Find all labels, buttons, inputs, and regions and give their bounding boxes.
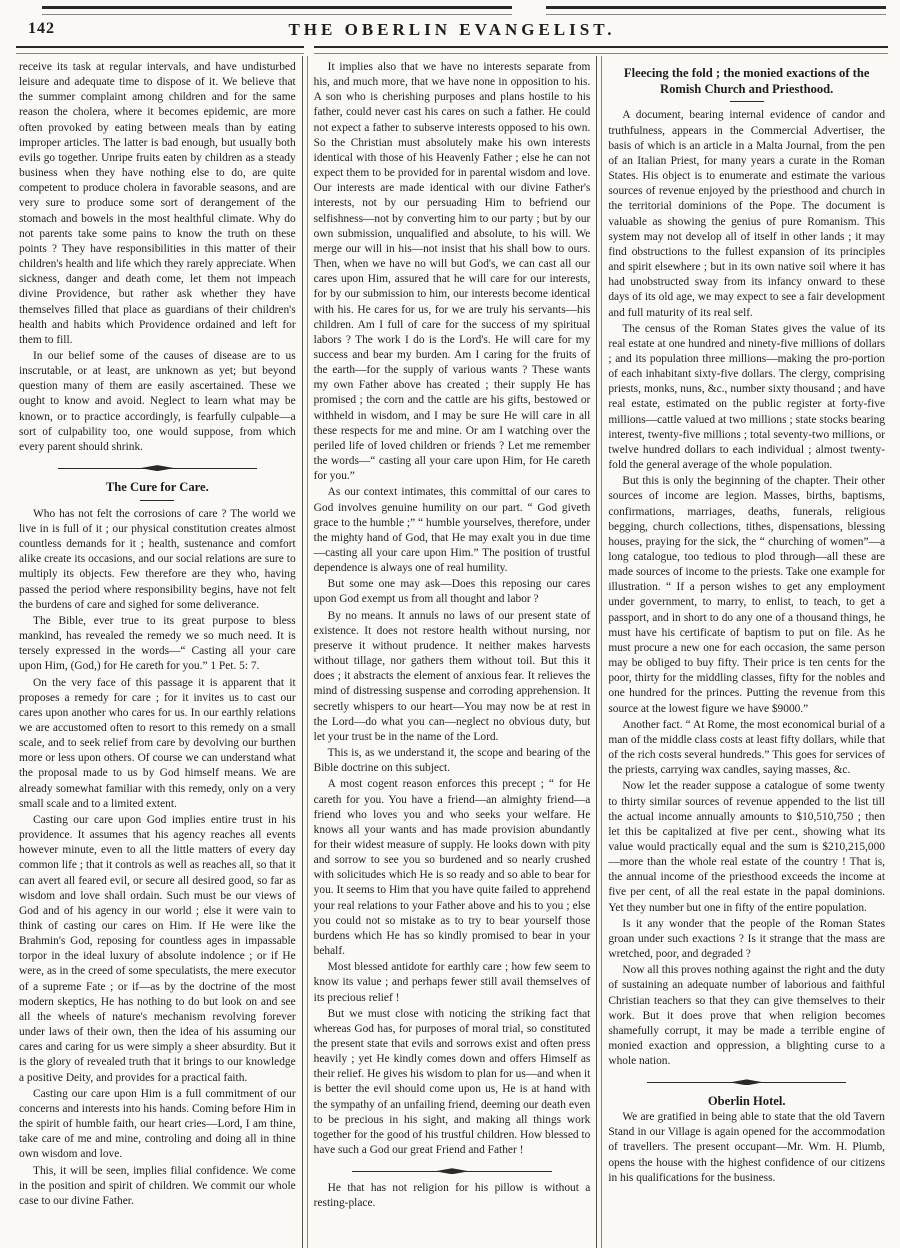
paragraph: A most cogent reason enforces this precept ; “ for He careth for you. You have a friend—an almighty friend—a friend who loves you and who seeks your welfare. He knows all your wants and has made provision abundantly for their widest measure of supply. He looks down with pity and sorrow to see you so burdened and so nearly crushed with solicitudes which He is so ready and so able to bear for you. It seems to Him that you have quite failed to apprehend your real relations to your Father above and his to you ; else you could not so mistake as to try to bear yourself those burdens which He has so kindly promised to bear in your behalf. [313, 778, 591, 958]
section-divider-ornament [647, 1076, 846, 1088]
paragraph: Another fact. “ At Rome, the most economical burial of a man of the middle class costs at least fifty dollars, while that of the rich costs several hundreds.” This goes for services of the priests, carrying wax candles, saying masses, &c. [608, 718, 886, 777]
paragraph: As our context intimates, this committal of our cares to God involves genuine humility on our part. “ God giveth grace to the humble ;” “ humble yourselves, therefore, under the mighty hand of God, that He may exalt you in due time—casting all your care upon Him.” The position of trustful dependence is always one of real humility. [313, 486, 591, 575]
paragraph: On the very face of this passage it is apparent that it proposes a remedy for care ; for it invites us to cast our cares upon another who cares for us. In our earthly relations we are accustomed often to resort to this remedy on a small scale, and to seek relief from care by devolving our burthen more or less upon others. Of course we can understand what the proposal made to us by God himself means. We are already somewhat familiar with this remedy, only on a very small scale and to a limited extent. [19, 676, 296, 810]
article-title-fleecing-the-fold: Fleecing the fold ; the monied exactions of the Romish Church and Priesthood. [623, 66, 870, 96]
title-rule [730, 101, 764, 102]
diamond-ornament [730, 1079, 764, 1085]
paragraph: Now let the reader suppose a catalogue of some twenty to thirty similar sources of revenue appended to the list till the actual income annually amounts to $10,510,750 ; then let this be capitalized at five per cent., showing what its value would practically equal and the sum is $210,215,000—more than the whole real estate of the country ! That is, the annual income of the priesthood exceeds the income at five per cent, of all the real estate in the papal dominions. Yet they number but one in fifty of the entire population. [608, 780, 886, 914]
top-rule-right [546, 6, 886, 15]
page-header [14, 16, 890, 46]
diamond-ornament [140, 465, 174, 471]
top-rule [14, 4, 890, 15]
column-3 [603, 56, 890, 1248]
header-rule-right [314, 46, 888, 54]
top-rule-left [42, 6, 512, 15]
column-2 [309, 56, 596, 1248]
article-title-oberlin-hotel: Oberlin Hotel. [707, 1094, 786, 1109]
paragraph: The Bible, ever true to its great purpose to bless mankind, has revealed the remedy we so much need. It is tersely expressed in the words—“ Casting all your care upon Him, (God,) for He careth for you.” 1 Pet. 5: 7. [19, 614, 296, 673]
paragraph: We are gratified in being able to state that the old Tavern Stand in our Village is again opened for the accommodation of travellers. The present occupant—Mr. Wm. H. Plumb, opens the house with the highest confidence of our citizens in his qualifications for the business. [608, 1111, 886, 1184]
paragraph: But this is only the beginning of the chapter. Their other sources of income are legion. Masses, births, baptisms, confirmations, marriages, deaths, funerals, religious begging, church collections, tithes, dispensations, blessing houses, praying for the sick, the “ churching of women”—a long catalogue, too tedious to plod through—all these are made sources of income to the priests. Take one example for illustration. “ If a person wishes to get any employment under government, to marry, to enlist, to teach, to get a passport, and in short to do any one of a thousand things, he must have his certificate of baptism to put on file. As he must procure a new one for each occasion, the same person may be obliged to buy fifty. Their price is ten cents for the poor, thirty for the middling classes, fifty for the nobles and one hundred for the princes. Putting the revenue from this source at the lowest figure we have $9000.” [608, 475, 886, 715]
header-rule-left [16, 46, 304, 54]
paragraph: But we must close with noticing the striking fact that whereas God has, for purposes of moral trial, so constituted the present state that evils and sorrows exist and often press heavily ; yet He kindly comes down and offers Himself as their relief. He gives his wisdom to plan for us—and when it is better the evil should come upon us, He is at hand with the sympathy of an unfailing friend, deeming our death even to be precious in his sight, and making all things work together for the good of his trustful children. How blessed to have such a God our great Friend and Father ! [313, 1007, 591, 1157]
paragraph: This is, as we understand it, the scope and bearing of the Bible doctrine on this subject. [313, 747, 591, 775]
paragraph: The census of the Roman States gives the value of its real estate at one hundred and ninety-five millions of dollars ; and its population three millions—making the pro-portion of each inhabitant sixty-five dollars. The clergy, comprising priests, monks, nuns, &c., number sixty thousand ; and have real estate, estimated on the public register at forty-five millions—cattle valued at two millions ; state stocks bearing interest, twenty-five millions ; total seventy-two millions, or twelve hundred dollars to each individual ; almost twenty-fold the general average of the whole population. [608, 322, 886, 472]
column-divider [596, 56, 602, 1248]
masthead-title: THE OBERLIN EVANGELIST. [288, 20, 616, 39]
paragraph: This, it will be seen, implies filial confidence. We come in the position and spirit of children. We commit our whole case to our divine Father. [19, 1164, 296, 1207]
paragraph: Is it any wonder that the people of the Roman States groan under such exactions ? Is it strange that the mass are wretched, poor, and degraded ? [608, 917, 886, 961]
header-rule [14, 46, 890, 54]
paragraph: receive its task at regular intervals, and have undisturbed leisure and adequate time to dispose of it. We believe that the summer complaint among children and for the same reason the cholera, where it becomes epidemic, are more often provoked by eating between meals than by eating improper articles. The latter is bad enough, but usually both evils go together. Unripe fruits eaten by children as a steady business when they have nothing else to do, are quite competent to produce cholera in favorable seasons, and are very sure to produce some sort of derangement of the stomach and bowels in the most healthful climate. Why do not parents take some pains to know the truth on these points ? They have responsibilities in this matter of their children's health and life which they rarely appreciate. When sickness, danger and death come, let them not impeach divine Providence, but rather ask whether they have themselves filled that place as guardians of their children's health and habits which Providence ordained and left for them to fill. [19, 61, 296, 346]
column-1 [14, 56, 301, 1248]
article-title-cure-for-care: The Cure for Care. [105, 480, 209, 495]
section-divider-ornament [58, 462, 257, 474]
diamond-ornament [435, 1168, 469, 1174]
paragraph: By no means. It annuls no laws of our present state of existence. It does not restore health without nursing, nor preserve it without prudence. It neither makes harvests without tillage, nor gathers them without toil. But this it does ; it abstracts the element of anxious fear. It relieves the mind of distressing suspense and corroding apprehension. It secretly whispers to our heart—You may now be at rest in the Lord—do what you can—neglect no obvious duty, but let your trust be in the name of the Lord. [313, 609, 591, 743]
paragraph: Who has not felt the corrosions of care ? The world we live in is full of it ; our physical constitution creates almost countless demands for it ; health, sustenance and comfort alike create its occasions, and our social relations are sure to multiply its objects. Few therefore are they who, having passed the period where responsibility begins, have not felt the burdens of care and sighed for some deliverance. [19, 507, 296, 611]
paragraph: Casting our care upon God implies entire trust in his providence. It assumes that his agency reaches all events however minute, even to all the little matters of every day common life ; that it controls as well as reaches all, so that it can avert all feared evil, or secure all desired good, so far as wisdom and love shall ordain. Such must be our views of God and of his agency in our world ; else it were vain to think of casting our cares on Him. If He were like the Brahmin's God, reposing for countless ages in impassable torpor in the ideal luxury of absolute indolence ; or if He were, as in the creed of some speculatists, the mere executor of a supreme Fate ; or if—as by the doctrine of the most modern skeptics, He has nothing to do but look on and see all the wheels of nature's mechanism revolving forever under laws of their own, then the idea of his assuming our cares and caring for us were simply a sheer absurdity. But it is the glory of revealed truth that it brings to our knowledge a positive Deity, and provides for a practical faith. [19, 813, 296, 1084]
title-rule [140, 500, 174, 501]
section-divider-ornament [352, 1165, 551, 1177]
paragraph: A document, bearing internal evidence of candor and truthfulness, appears in the Commercial Advertiser, the basis of which is an article in a Malta Journal, from the pen of an Italian Priest, for many years a curate in the Roman States. His object is to enumerate and estimate the various sources of revenue enjoyed by the priesthood and church in the territorial dominions of the Pope. The document is valuable as showing the genius of pure Romanism. This system may not develop all of itself in other lands ; it may find obstructions to the fullest expansion of its principles and spirit elsewhere ; but in its own native soil where it has had unobstructed sway from its infancy onward to these days of its old age, we may expect to see a fair development and full maturity of its real self. [608, 109, 886, 319]
paragraph: In our belief some of the causes of disease are to us inscrutable, or at least, are unknown as yet; but beyond question many of them are easily ascertained. These we ought to know and avoid. Neglect to learn what may be known, or to practice accordingly, is fearfully culpable—a sort of culpability too, one would suppose, from which every parent should shrink. [19, 349, 296, 453]
aphorism: He that has not religion for his pillow is without a resting-place. [313, 1182, 591, 1210]
page-number: 142 [28, 20, 55, 37]
paragraph: It implies also that we have no interests separate from his, and much more, that we have none in opposition to his. A son who is cherishing purposes and plans hostile to his father, could never cast his cares on such a father. He could not expect a father to subserve interests opposed to his own. So the Christian must absolutely make his own interests identical with those of his Heavenly Father ; else he can not expect them to be provided for in parental wisdom and love. Our interests are made identical with our divine Father's interests, not by our persuading Him to befriend our selfishness—not by converting him to our party ; but by our own submission, unqualified and absolute, to his will. We merge our will in his—not insist that his shall bow to ours. Then, when we have no will but God's, we can cast all our cares upon Him, assured that he will care for our interests, for by our submission to him, our interests become identical with his. He cares for us, for we are truly his servants—his children. Am I full of care for the success of my spiritual labors ? The work I do is the Lord's. He will care for my success and bear my burden. Am I caring for the fruits of the earth—for the supply of various wants ? These wants my own Father above has created ; their supply He has promised ; the corn and the cattle are his gifts, bestowed or withheld in wisdom, and I may be sure He will care in all these respects for me and mine. Or am I watching over the periled life of loved children or friends ? Let me remember the words—“ casting all your care upon Him, for He careth for you.” [313, 61, 591, 483]
page-columns [14, 56, 890, 1248]
paragraph: Most blessed antidote for earthly care ; how few seem to know its value ; and perhaps fewer still avail themselves of its precious relief ! [313, 961, 591, 1004]
paragraph: Casting our care upon Him is a full commitment of our concerns and interests into his hands. Coming before Him in the spirit of humble faith, our heart cries—Lord, I am thine, take care of me and mine, controling and doing all in thine own wisdom and love. [19, 1087, 296, 1161]
paragraph: But some one may ask—Does this reposing our cares upon God exempt us from all thought and labor ? [313, 578, 591, 606]
column-divider [302, 56, 308, 1248]
paragraph: Now all this proves nothing against the right and the duty of sustaining an adequate number of laborious and faithful Christian teachers so that they can give themselves to their work. But it does prove that when religion becomes shamefully corrupt, it may be made a terrible engine of monied exaction and oppression, a blighting curse to a whole nation. [608, 964, 886, 1068]
